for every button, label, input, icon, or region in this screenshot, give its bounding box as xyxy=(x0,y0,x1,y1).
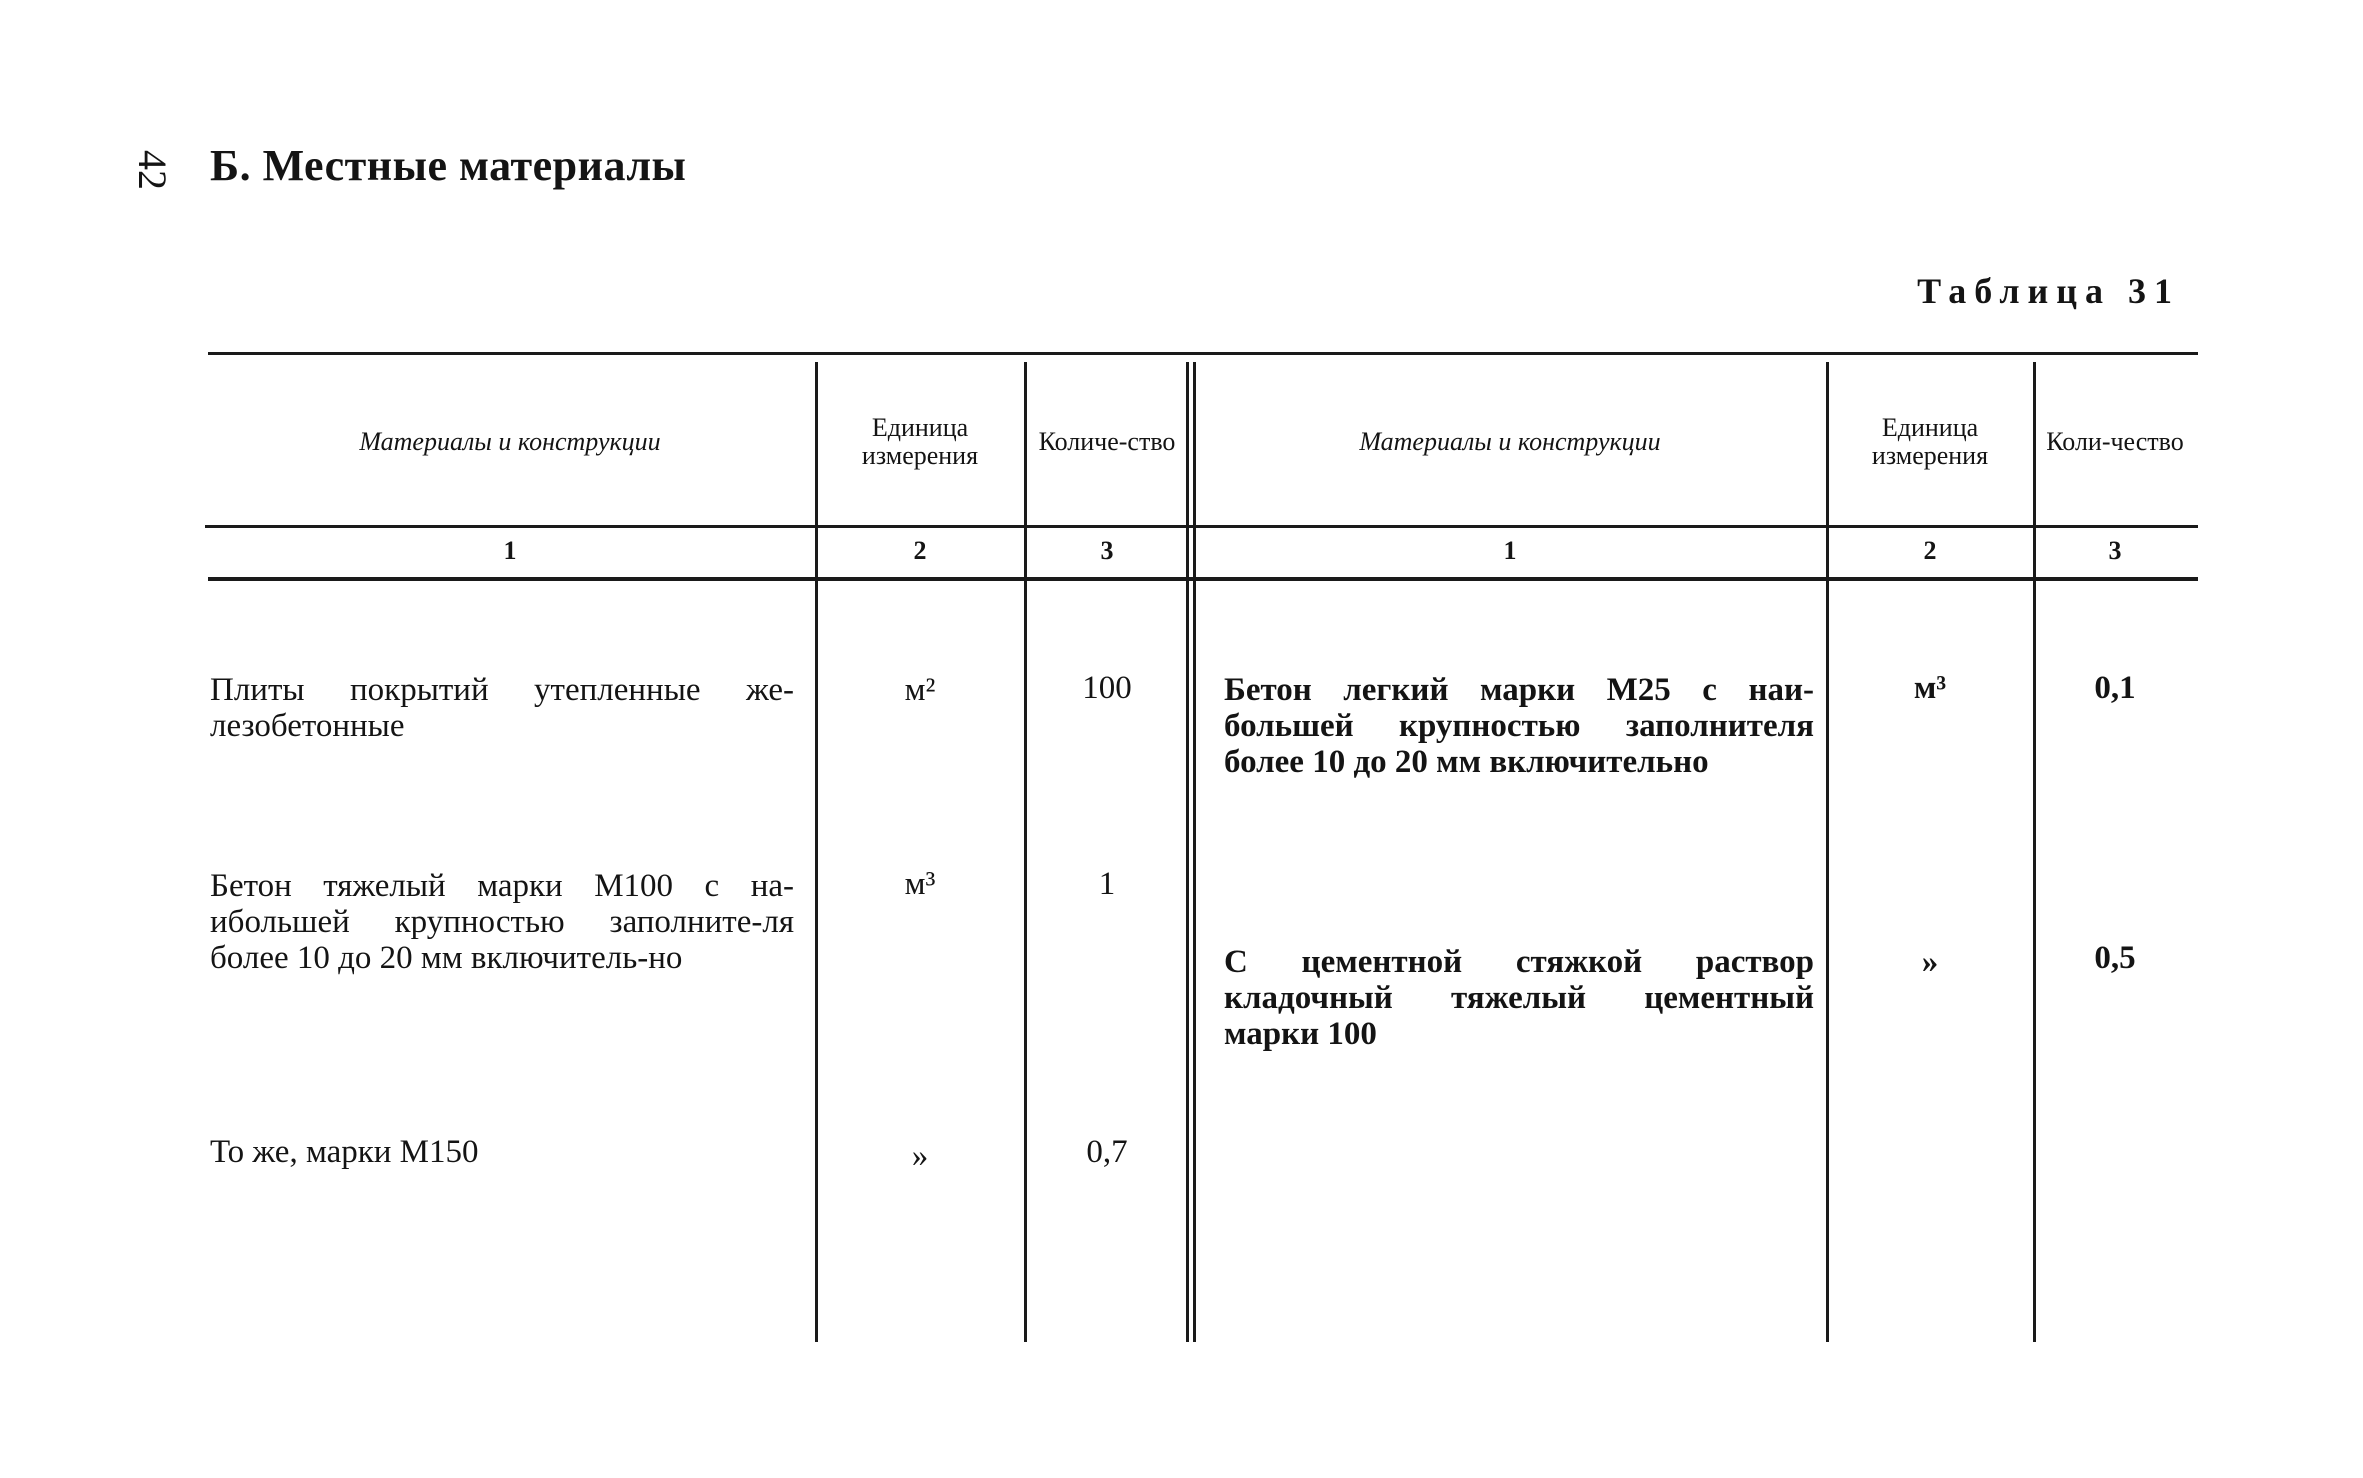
table-row-unit: м³ xyxy=(1913,670,1947,706)
table-row-qty: 1 xyxy=(1098,866,1116,902)
header-bottom-rule xyxy=(205,525,2198,528)
table-row-material: Бетон легкий марки М25 с наи-большей крупностью заполнителя более 10 до 20 мм включительно xyxy=(1224,672,1814,780)
column-number: 3 xyxy=(2108,536,2122,565)
table-caption: Таблица 31 xyxy=(1917,271,2180,311)
col-divider-4 xyxy=(1826,362,1829,1342)
table-row-material: То же, марки М150 xyxy=(210,1134,479,1170)
table-row-qty: 0,7 xyxy=(1086,1134,1128,1170)
header-unit-right: Единица измерения xyxy=(1871,413,1989,470)
table-row-material: Плиты покрытий утепленные же-лезобетонные xyxy=(210,672,794,744)
table-row-material: Бетон тяжелый марки М100 с на-ибольшей крупностью заполните-ля более 10 до 20 мм включитель-но xyxy=(210,868,794,976)
middle-double-divider-b xyxy=(1193,362,1196,1342)
table-row-unit: » xyxy=(911,1138,929,1174)
column-number: 3 xyxy=(1100,536,1114,565)
header-qty-right: Коли-чество xyxy=(2046,427,2184,456)
header-qty-left: Количе-ство xyxy=(1038,427,1176,456)
column-number: 2 xyxy=(1923,536,1937,565)
col-divider-2 xyxy=(1024,362,1027,1342)
column-number: 1 xyxy=(1503,536,1517,565)
page-number: 42 xyxy=(130,150,175,190)
column-number: 1 xyxy=(503,536,517,565)
column-number: 2 xyxy=(913,536,927,565)
header-material-right: Материалы и конструкции xyxy=(1359,427,1661,456)
middle-double-divider-a xyxy=(1186,362,1189,1342)
table-top-rule xyxy=(208,352,2198,355)
table-row-unit: м³ xyxy=(904,866,936,902)
table-row-material: С цементной стяжкой раствор кладочный тяжелый цементный марки 100 xyxy=(1224,944,1814,1052)
table-row-qty: 0,5 xyxy=(2094,940,2136,976)
table-row-qty: 100 xyxy=(1082,670,1132,706)
section-title: Б. Местные материалы xyxy=(210,141,687,190)
header-material-left: Материалы и конструкции xyxy=(359,427,661,456)
table-row-qty: 0,1 xyxy=(2094,670,2136,706)
table-row-unit: » xyxy=(1921,944,1939,980)
header-unit-left: Единица измерения xyxy=(861,413,979,470)
col-divider-1 xyxy=(815,362,818,1342)
table-row-unit: м² xyxy=(904,672,936,708)
col-divider-5 xyxy=(2033,362,2036,1342)
number-row-bottom-rule xyxy=(208,577,2198,581)
